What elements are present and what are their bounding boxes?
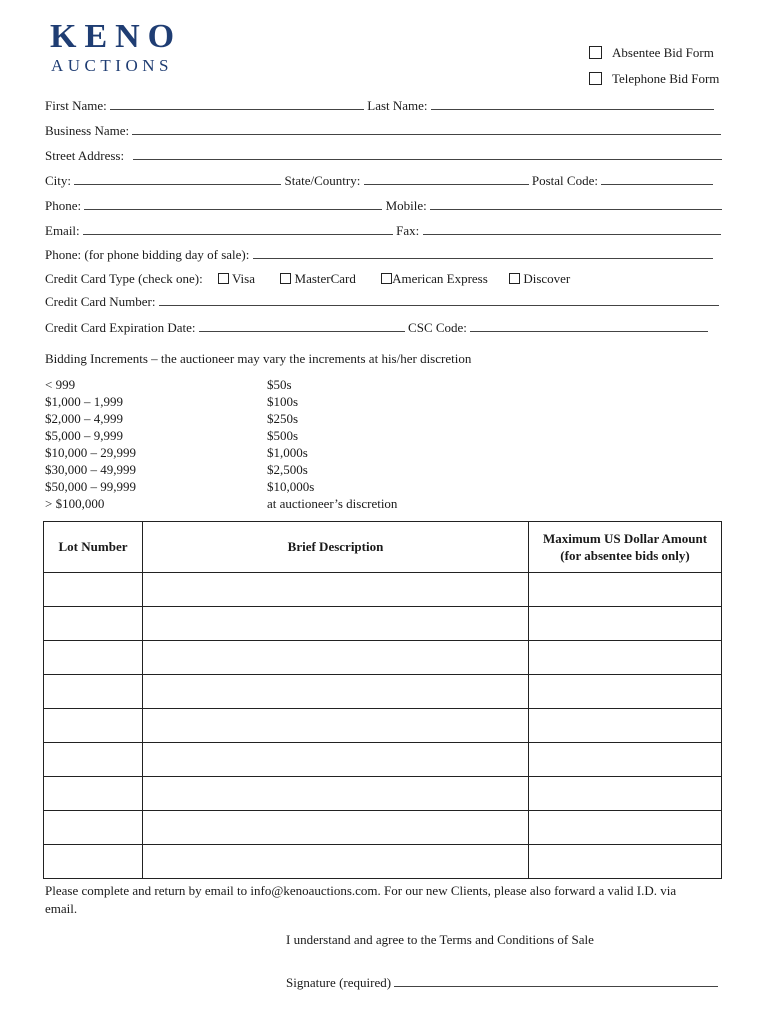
phone-field[interactable] <box>84 208 382 210</box>
street-address-label: Street Address: <box>45 148 125 163</box>
lot-row <box>44 845 722 879</box>
lot-number-cell[interactable] <box>44 709 143 743</box>
description-cell[interactable] <box>143 709 529 743</box>
lot-row <box>44 641 722 675</box>
increment-value: at auctioneer’s discretion <box>267 496 398 511</box>
increments-ranges <box>45 376 136 512</box>
description-cell[interactable] <box>143 743 529 777</box>
logo-auctions: AUCTIONS <box>51 56 173 75</box>
lot-row <box>44 743 722 777</box>
card-option-amex[interactable] <box>381 272 488 285</box>
increment-range: < 999 <box>45 377 76 392</box>
card-option-mastercard[interactable] <box>280 272 356 285</box>
absentee-checkbox[interactable] <box>589 46 602 59</box>
fax-field[interactable] <box>423 233 721 235</box>
increment-value: $2,500s <box>267 462 308 477</box>
state-country-label: State/Country: <box>284 173 361 188</box>
lot-row <box>44 607 722 641</box>
business-name-field[interactable] <box>132 133 721 135</box>
signature-field[interactable] <box>394 985 718 987</box>
telephone-label: Telephone Bid Form <box>612 71 720 86</box>
increment-range: $5,000 – 9,999 <box>45 428 123 443</box>
email-field[interactable] <box>83 233 393 235</box>
lot-number-cell[interactable] <box>44 573 143 607</box>
description-cell[interactable] <box>143 607 529 641</box>
max-amount-cell[interactable] <box>529 641 722 675</box>
increment-value: $100s <box>267 394 299 409</box>
visa-label: Visa <box>231 271 256 286</box>
lot-number-cell[interactable] <box>44 845 143 879</box>
phone-label: Phone: <box>45 198 82 213</box>
street-row <box>45 149 722 162</box>
lot-number-cell[interactable] <box>44 607 143 641</box>
visa-checkbox[interactable] <box>218 273 229 284</box>
lots-table-header <box>44 522 722 573</box>
increment-value: $50s <box>267 377 292 392</box>
increment-value: $500s <box>267 428 299 443</box>
business-row <box>45 124 721 137</box>
max-amount-cell[interactable] <box>529 811 722 845</box>
mastercard-label: MasterCard <box>294 271 356 286</box>
phone-row <box>45 199 722 212</box>
lot-number-cell[interactable] <box>44 777 143 811</box>
lot-row <box>44 573 722 607</box>
card-option-discover[interactable] <box>509 272 570 285</box>
max-amount-cell[interactable] <box>529 573 722 607</box>
lot-row <box>44 777 722 811</box>
max-amount-cell[interactable] <box>529 607 722 641</box>
increment-range: $10,000 – 29,999 <box>45 445 136 460</box>
postal-code-field[interactable] <box>601 183 713 185</box>
max-amount-header-line2: (for absentee bids only) <box>560 548 690 563</box>
increment-value: $1,000s <box>267 445 308 460</box>
card-expiration-row <box>45 321 708 334</box>
state-country-field[interactable] <box>364 183 529 185</box>
mastercard-checkbox[interactable] <box>280 273 291 284</box>
max-amount-cell[interactable] <box>529 777 722 811</box>
signature-row <box>286 976 718 989</box>
city-label: City: <box>45 173 72 188</box>
increment-range: $30,000 – 49,999 <box>45 462 136 477</box>
increment-range: > $100,000 <box>45 496 105 511</box>
description-cell[interactable] <box>143 811 529 845</box>
street-address-field[interactable] <box>133 158 722 160</box>
logo-keno: KENO <box>50 18 183 55</box>
increment-value: $10,000s <box>267 479 315 494</box>
card-type-label: Credit Card Type (check one): <box>45 271 203 286</box>
city-row <box>45 174 713 187</box>
description-cell[interactable] <box>143 777 529 811</box>
max-amount-cell[interactable] <box>529 709 722 743</box>
increment-range: $1,000 – 1,999 <box>45 394 123 409</box>
description-cell[interactable] <box>143 845 529 879</box>
signature-label: Signature (required) <box>286 975 392 990</box>
lot-number-header: Lot Number <box>44 522 143 573</box>
description-cell[interactable] <box>143 675 529 709</box>
card-expiration-field[interactable] <box>199 330 405 332</box>
amex-label: American Express <box>392 271 488 286</box>
absentee-bid-option[interactable] <box>589 46 714 59</box>
card-option-visa[interactable] <box>218 272 255 285</box>
card-number-label: Credit Card Number: <box>45 294 156 309</box>
csc-field[interactable] <box>470 330 708 332</box>
discover-label: Discover <box>523 271 571 286</box>
terms-agreement: I understand and agree to the Terms and Conditions of Sale <box>286 932 594 947</box>
telephone-checkbox[interactable] <box>589 72 602 85</box>
lot-row <box>44 811 722 845</box>
increments-values <box>267 376 397 512</box>
last-name-label: Last Name: <box>367 98 428 113</box>
max-amount-header <box>529 522 722 573</box>
business-name-label: Business Name: <box>45 123 130 138</box>
return-instruction: Please complete and return by email to info@kenoauctions.com. For our new Clients, please also forward a valid I.D. via email. <box>45 883 677 916</box>
increment-range: $50,000 – 99,999 <box>45 479 136 494</box>
absentee-label: Absentee Bid Form <box>612 45 714 60</box>
phone-bidding-field[interactable] <box>253 257 713 259</box>
discover-checkbox[interactable] <box>509 273 520 284</box>
phone-bidding-row <box>45 248 713 261</box>
fax-label: Fax: <box>396 223 420 238</box>
email-label: Email: <box>45 223 80 238</box>
mobile-field[interactable] <box>430 208 722 210</box>
lot-number-cell[interactable] <box>44 743 143 777</box>
increment-range: $2,000 – 4,999 <box>45 411 123 426</box>
lot-number-cell[interactable] <box>44 811 143 845</box>
first-name-field[interactable] <box>110 108 364 110</box>
lot-number-cell[interactable] <box>44 641 143 675</box>
name-row <box>45 99 714 112</box>
increment-value: $250s <box>267 411 299 426</box>
lot-row <box>44 675 722 709</box>
phone-bidding-label: Phone: (for phone bidding day of sale): <box>45 247 250 262</box>
card-type-row <box>45 272 570 285</box>
card-number-field[interactable] <box>159 304 719 306</box>
csc-label: CSC Code: <box>408 320 467 335</box>
max-amount-cell[interactable] <box>529 675 722 709</box>
increments-heading: Bidding Increments – the auctioneer may vary the increments at his/her discretion <box>45 351 472 366</box>
city-field[interactable] <box>74 183 281 185</box>
email-row <box>45 224 721 237</box>
lot-number-cell[interactable] <box>44 675 143 709</box>
mobile-label: Mobile: <box>385 198 427 213</box>
lot-row <box>44 709 722 743</box>
card-expiration-label: Credit Card Expiration Date: <box>45 320 196 335</box>
last-name-field[interactable] <box>431 108 714 110</box>
first-name-label: First Name: <box>45 98 107 113</box>
max-amount-header-line1: Maximum US Dollar Amount <box>542 531 708 546</box>
card-number-row <box>45 295 719 308</box>
max-amount-cell[interactable] <box>529 845 722 879</box>
postal-code-label: Postal Code: <box>531 173 598 188</box>
amex-checkbox[interactable] <box>381 273 392 284</box>
brief-description-header: Brief Description <box>143 522 529 573</box>
description-cell[interactable] <box>143 573 529 607</box>
max-amount-cell[interactable] <box>529 743 722 777</box>
lots-table <box>43 521 722 879</box>
telephone-bid-option[interactable] <box>589 72 719 85</box>
description-cell[interactable] <box>143 641 529 675</box>
